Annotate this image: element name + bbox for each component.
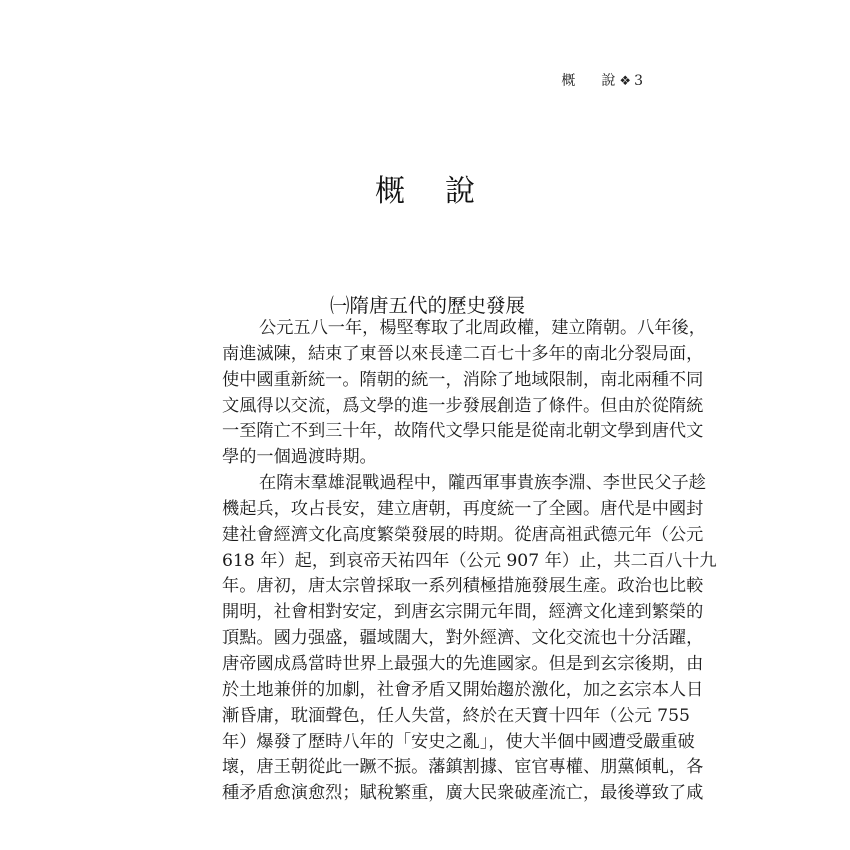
- text-line: 年）爆發了歷時八年的「安史之亂」，使大半個中國遭受嚴重破: [222, 731, 695, 752]
- text-line: 機起兵，攻占長安，建立唐朝，再度統一了全國。唐代是中國封: [222, 498, 704, 519]
- text-line: 於土地兼併的加劇，社會矛盾又開始趨於激化，加之玄宗本人日: [222, 679, 704, 700]
- text-line: 在隋末羣雄混戰過程中，隴西軍事貴族李淵、李世民父子趁: [259, 473, 706, 494]
- text-line: 建社會經濟文化高度繁榮發展的時期。從唐高祖武德元年（公元: [222, 524, 704, 545]
- text-line: 壞，唐王朝從此一蹶不振。藩鎮割據、宦官專權、朋黨傾軋，各: [222, 757, 704, 778]
- chapter-title-char-2: 說: [445, 174, 475, 209]
- text-line: 種矛盾愈演愈烈；賦稅繁重，廣大民衆破產流亡，最後導致了咸: [222, 783, 704, 804]
- running-head: [0, 70, 643, 90]
- page-number: 3: [634, 73, 643, 89]
- text-line: 漸昏庸，耽湎聲色，任人失當，終於在天寶十四年（公元 755: [222, 705, 690, 726]
- section-heading: ㈠隋唐五代的歷史發展: [329, 294, 525, 317]
- text-line: 使中國重新統一。隋朝的統一，消除了地域限制，南北兩種不同: [222, 369, 704, 390]
- chapter-title-char-1: 概: [375, 174, 405, 209]
- text-line: 618 年）起，到哀帝天祐四年（公元 907 年）止，共二百八十九: [222, 550, 717, 571]
- text-line: 學的一個過渡時期。: [222, 447, 377, 468]
- text-line: 南進滅陳，結束了東晉以來長達二百七十多年的南北分裂局面，: [222, 343, 704, 364]
- ornament-icon: ❖: [619, 74, 632, 89]
- text-line: 唐帝國成爲當時世界上最强大的先進國家。但是到玄宗後期，由: [222, 653, 704, 674]
- text-line: 一至隋亡不到三十年，故隋代文學只能是從南北朝文學到唐代文: [222, 421, 704, 442]
- body-text: [222, 316, 717, 807]
- text-line: 公元五八一年，楊堅奪取了北周政權，建立隋朝。八年後，: [259, 318, 706, 338]
- text-line: 頂點。國力强盛，疆域闊大，對外經濟、文化交流也十分活躍，: [222, 628, 704, 649]
- text-line: 文風得以交流，爲文學的進一步發展創造了條件。但由於從隋統: [222, 395, 704, 416]
- text-line: 開明，社會相對安定，到唐玄宗開元年間，經濟文化達到繁榮的: [222, 602, 704, 623]
- running-head-chapter-char-1: 概: [561, 73, 576, 89]
- chapter-title: [0, 166, 850, 210]
- running-head-chapter-char-2: 說: [601, 73, 616, 89]
- text-line: 年。唐初，唐太宗曾採取一系列積極措施發展生產。政治也比較: [222, 576, 704, 597]
